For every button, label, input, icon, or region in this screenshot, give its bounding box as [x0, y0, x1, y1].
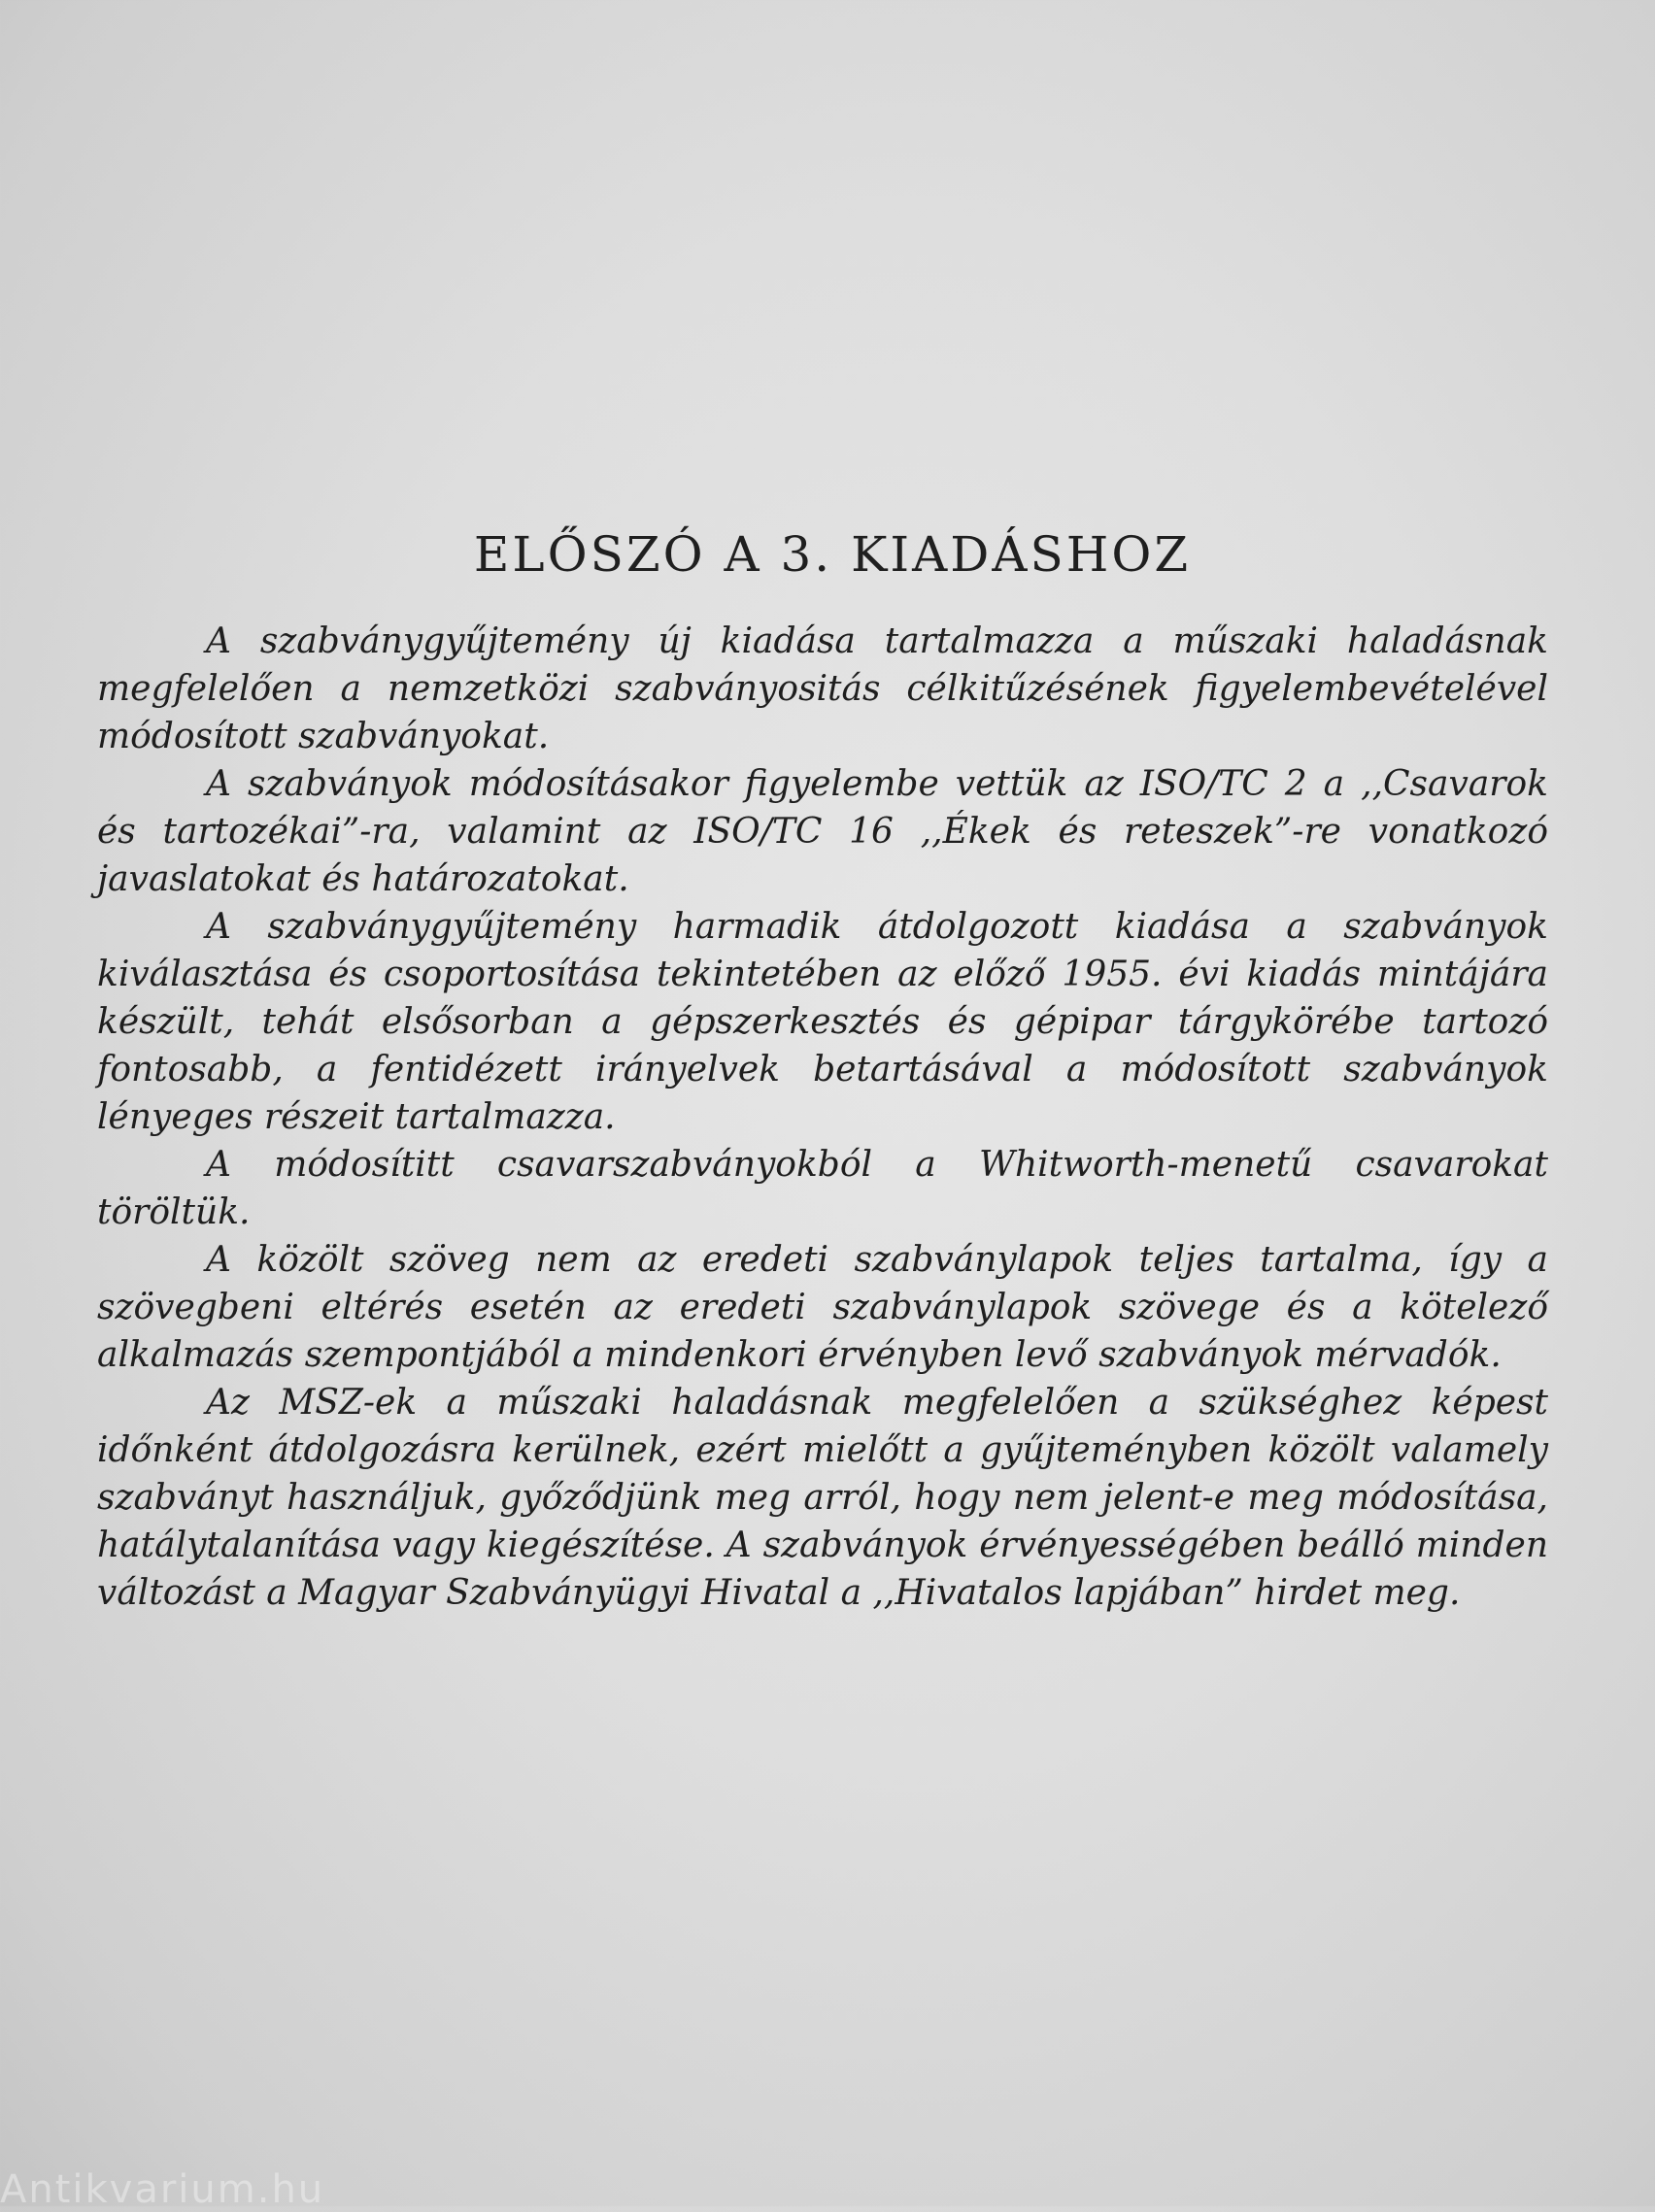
- paragraph-6: Az MSZ-ek a műszaki haladásnak megfelelően a szükséghez képest időnként átdolgozásra kerülnek, ezért mielőtt a gyűjteményben közölt valamely szabványt használjuk, győződjünk meg arról, hogy nem jelent-e meg módosítása, hatálytalanítása vagy kiegészítése. A szabványok érvényességében beálló minden változást a Magyar Szabványügyi Hivatal a ,,Hivatalos lapjában” hirdet meg.: [97, 1383, 1548, 1613]
- page-title: ELŐSZÓ A 3. KIADÁSHOZ: [473, 526, 1192, 583]
- watermark-text: Antikvarium.hu: [0, 2167, 325, 2212]
- paragraph-4: A módosítitt csavarszabványokból a Whitworth-menetű csavarokat töröltük.: [97, 1145, 1548, 1232]
- preface-body: [97, 618, 1548, 1617]
- paragraph-5: A közölt szöveg nem az eredeti szabványlapok teljes tartalma, így a szövegbeni eltérés esetén az eredeti szabványlapok szövege és a kötelező alkalmazás szempontjából a mindenkori érvényben levő szabványok mérvadók.: [97, 1240, 1548, 1375]
- paragraph-1: A szabványgyűjtemény új kiadása tartalmazza a műszaki haladásnak megfelelően a nemzetközi szabványositás célkitűzésének figyelembevételével módosított szabványokat.: [97, 621, 1548, 756]
- paragraph-2: A szabványok módosításakor figyelembe vettük az ISO/TC 2 a ,,Csavarok és tartozékai”-ra, valamint az ISO/TC 16 ,,Ékek és reteszek”-re vonatkozó javaslatokat és határozatokat.: [97, 764, 1548, 899]
- paragraph-3: A szabványgyűjtemény harmadik átdolgozott kiadása a szabványok kiválasztása és csoportosítása tekintetében az előző 1955. évi kiadás mintájára készült, tehát elsősorban a gépszerkesztés és gépipar tárgykörébe tartozó fontosabb, a fentidézett irányelvek betartásával a módosított szabványok lényeges részeit tartalmazza.: [97, 907, 1548, 1137]
